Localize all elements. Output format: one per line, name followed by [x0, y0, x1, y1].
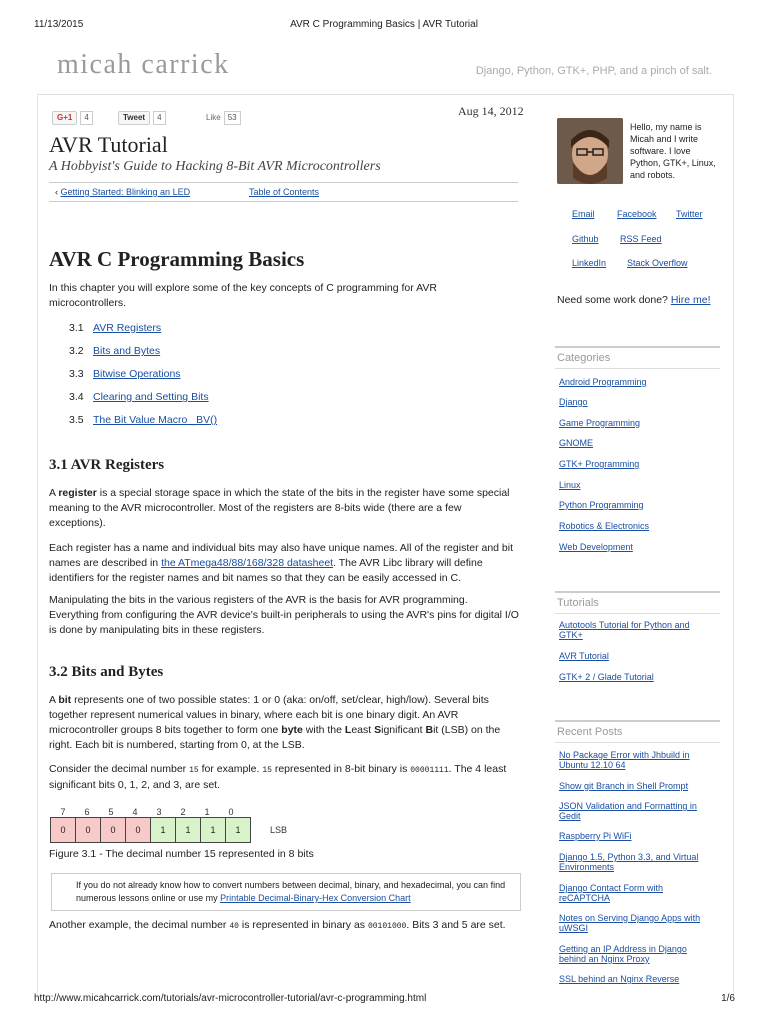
category-link[interactable]: Python Programming	[559, 500, 644, 510]
bit-cell: 0	[76, 818, 101, 843]
recent-post-link[interactable]: Raspberry Pi WiFi	[559, 831, 632, 841]
facebook-link[interactable]: Facebook	[617, 209, 657, 219]
bit-index: 1	[204, 807, 210, 817]
tutorial-link[interactable]: AVR Tutorial	[559, 651, 609, 661]
toc-link[interactable]: Table of Contents	[249, 187, 320, 197]
linkedin-link[interactable]: LinkedIn	[572, 258, 607, 268]
tweet-share[interactable]	[118, 107, 166, 125]
rss-feed-link[interactable]: RSS Feed	[620, 234, 662, 244]
bit-index: 6	[84, 807, 90, 817]
gplus-count: 4	[80, 111, 92, 125]
recent-post-link[interactable]: SSL behind an Nginx Reverse	[559, 974, 680, 984]
section-3-2-p2: Consider the decimal number 15 for example. 15 represented in 8-bit binary is 00001111. The 4 least significant bits 0, 1, 2, and 3, are set.	[49, 763, 507, 791]
content-frame-right	[733, 94, 734, 994]
bit-index: 3	[156, 807, 162, 817]
bit-cell: 1	[201, 818, 226, 843]
bit-cell: 1	[176, 818, 201, 843]
toc-item[interactable]: 3.4 Clearing and Setting Bits	[69, 391, 209, 403]
recent-post-link[interactable]: Show git Branch in Shell Prompt	[559, 781, 689, 791]
category-link[interactable]: GNOME	[559, 438, 594, 448]
content-frame-top	[37, 94, 734, 95]
datasheet-link[interactable]: the ATmega48/88/168/328 datasheet	[161, 557, 334, 569]
section-3-1-p1: A register is a special storage space in which the state of the bits in the register have some special meaning to the AVR microcontroller. Most of the registers are 8-bits wide (there are a few exceptions).	[49, 487, 510, 529]
gplus-button[interactable]: G+1	[52, 111, 77, 125]
category-link[interactable]: Game Programming	[559, 418, 641, 428]
bit-cell: 1	[226, 818, 251, 843]
toc-item[interactable]: 3.5 The Bit Value Macro _BV()	[69, 414, 218, 426]
content-frame-left	[37, 94, 38, 994]
bit-cell: 1	[151, 818, 176, 843]
recent-post-link[interactable]: Django Contact Form with reCAPTCHA	[559, 883, 664, 903]
toc-item[interactable]: 3.1 AVR Registers	[69, 322, 162, 334]
prev-link[interactable]: ‹ Getting Started: Blinking an LED	[55, 187, 191, 197]
print-title: AVR C Programming Basics | AVR Tutorial	[290, 19, 478, 30]
article-toc	[69, 322, 217, 437]
print-page-number: 1/6	[721, 993, 735, 1004]
category-link[interactable]: Django	[559, 397, 588, 407]
category-link[interactable]: Robotics & Electronics	[559, 521, 650, 531]
email-link[interactable]: Email	[572, 209, 595, 219]
print-date: 11/13/2015	[34, 19, 84, 30]
like-count: 53	[224, 111, 241, 125]
post-date: Aug 14, 2012	[458, 104, 524, 118]
article-title: AVR C Programming Basics	[49, 247, 305, 271]
bit-cell: 0	[101, 818, 126, 843]
hire-me-text: Need some work done? Hire me!	[557, 294, 711, 306]
gplus-share[interactable]	[52, 107, 93, 125]
recent-post-link[interactable]: No Package Error with Jhbuild in Ubuntu 12.10 64	[559, 750, 690, 770]
category-link[interactable]: GTK+ Programming	[559, 459, 640, 469]
conversion-note: If you do not already know how to convert numbers between decimal, binary, and hexadecimal, you can find numerous lessons online or use my Printable Decimal-Binary-Hex Conversion Chart	[51, 873, 521, 911]
book-subtitle: A Hobbyist's Guide to Hacking 8-Bit AVR Microcontrollers	[49, 159, 381, 174]
tweet-button[interactable]: Tweet	[118, 111, 150, 125]
category-link[interactable]: Web Development	[559, 542, 633, 552]
lsb-label: LSB	[270, 825, 288, 835]
conversion-chart-link[interactable]: Printable Decimal-Binary-Hex Conversion Chart	[220, 893, 411, 903]
section-3-2-heading: 3.2 Bits and Bytes	[49, 664, 164, 680]
prev-link-label[interactable]: Getting Started: Blinking an LED	[60, 187, 191, 197]
bit-index: 0	[228, 807, 234, 817]
toc-item[interactable]: 3.2 Bits and Bytes	[69, 345, 161, 357]
bit-index: 2	[180, 807, 186, 817]
toc-item[interactable]: 3.3 Bitwise Operations	[69, 368, 181, 380]
site-tagline: Django, Python, GTK+, PHP, and a pinch of salt.	[475, 65, 712, 77]
tutorial-link[interactable]: Autotools Tutorial for Python and GTK+	[559, 620, 690, 640]
bit-diagram	[50, 817, 251, 843]
site-title[interactable]: micah carrick	[57, 49, 230, 80]
recent-posts-heading: Recent Posts	[555, 720, 720, 743]
avatar-portrait	[557, 118, 623, 184]
section-3-2-p1: A bit represents one of two possible states: 1 or 0 (aka: on/off, set/clear, high/low). Several bits together represent numerical values in binary, where each bit is one binary digit. An AVR microcontroller groups 8 bits together to form one byte with the Least Significant Bit (LSB) on the right. Each bit is numbered, starting from 0, at the LSB.	[49, 694, 501, 751]
author-bio: Hello, my name is Micah and I write software. I love Python, GTK+, Linux, and robots.	[630, 122, 716, 180]
stack-overflow-link[interactable]: Stack Overflow	[627, 258, 688, 268]
bit-index: 4	[132, 807, 138, 817]
hire-me-link[interactable]: Hire me!	[670, 294, 711, 306]
recent-post-link[interactable]: Getting an IP Address in Django behind an Nginx Proxy	[559, 944, 687, 964]
bit-index: 5	[108, 807, 114, 817]
recent-post-link[interactable]: Notes on Serving Django Apps with uWSGI	[559, 913, 701, 933]
recent-post-link[interactable]: JSON Validation and Formatting in Gedit	[559, 801, 697, 821]
like-button[interactable]: Like	[206, 113, 221, 122]
section-3-1-p2: Each register has a name and individual bits may also have unique names. All of the register and bit names are described in the ATmega48/88/168/328 datasheet. The AVR Libc library will define identifiers for the register names and bit names so that they can be easily accessed in C.	[49, 542, 514, 584]
author-avatar	[557, 118, 623, 184]
like-share[interactable]	[206, 107, 241, 125]
article-intro: In this chapter you will explore some of the key concepts of C programming for AVR microcontrollers.	[49, 282, 437, 309]
github-link[interactable]: Github	[572, 234, 599, 244]
bit-cell: 0	[51, 818, 76, 843]
tutorials-heading: Tutorials	[555, 591, 720, 614]
twitter-link[interactable]: Twitter	[676, 209, 703, 219]
book-title: AVR Tutorial	[49, 132, 168, 157]
category-link[interactable]: Android Programming	[559, 377, 647, 387]
chapter-nav	[49, 182, 518, 202]
bit-cell: 0	[126, 818, 151, 843]
section-3-2-p3: Another example, the decimal number 40 is represented in binary as 00101000. Bits 3 and 5 are set.	[49, 919, 506, 931]
section-3-1-heading: 3.1 AVR Registers	[49, 457, 165, 473]
categories-heading: Categories	[555, 346, 720, 369]
bit-index: 7	[60, 807, 66, 817]
category-link[interactable]: Linux	[559, 480, 581, 490]
figure-caption: Figure 3.1 - The decimal number 15 represented in 8 bits	[49, 848, 314, 860]
section-3-1-p3: Manipulating the bits in the various registers of the AVR is the basis for AVR programming. Everything from configuring the AVR device's built-in peripherals to using the AVR's pins for digital I/O is done by manipulating bits in these registers.	[49, 594, 519, 636]
recent-post-link[interactable]: Django 1.5, Python 3.3, and Virtual Environments	[559, 852, 699, 872]
print-url: http://www.micahcarrick.com/tutorials/avr-microcontroller-tutorial/avr-c-programming.html	[34, 993, 427, 1004]
tutorial-link[interactable]: GTK+ 2 / Glade Tutorial	[559, 672, 654, 682]
tweet-count: 4	[153, 111, 165, 125]
